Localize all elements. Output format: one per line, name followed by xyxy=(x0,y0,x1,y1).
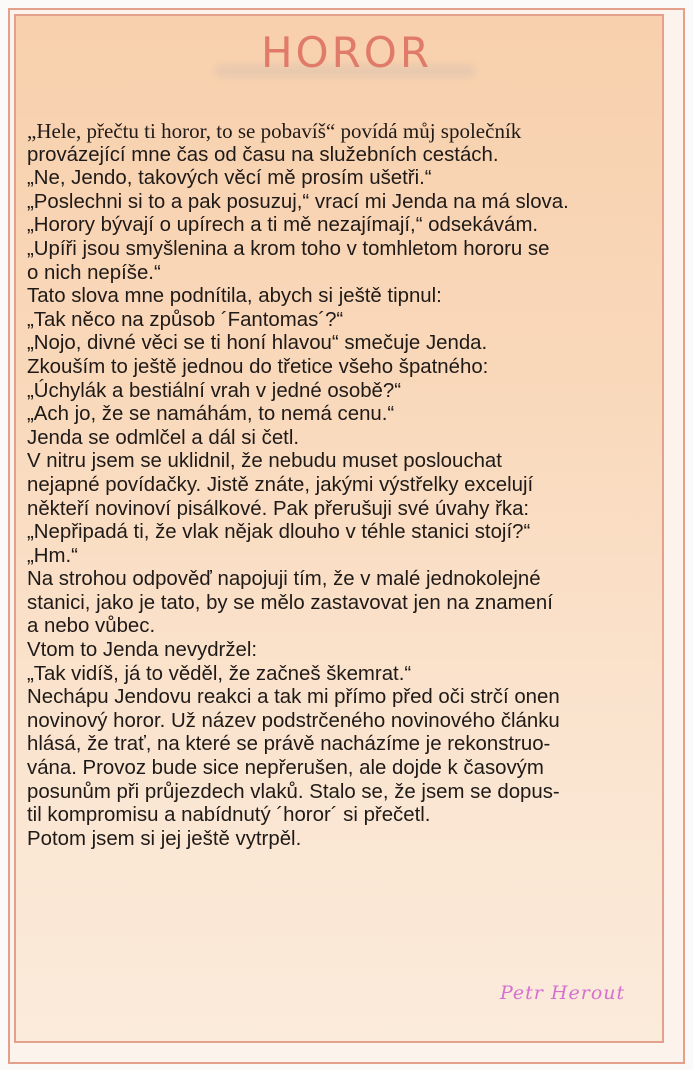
story-line: „Hm.“ xyxy=(27,544,78,567)
story-line: „Ach jo, že se namáhám, to nemá cenu.“ xyxy=(27,403,395,426)
story-line: „Hele, přečtu ti horor, to se pobavíš“ povídá můj společník xyxy=(27,119,522,143)
story-line: „Horory bývají o upírech a ti mě nezajímají,“ odsekávám. xyxy=(27,214,539,237)
story-line: a nebo vůbec. xyxy=(27,615,156,638)
story-line: nejapné povídačky. Jistě znáte, jakými výstřelky excelují xyxy=(27,473,534,496)
story-line: „Nojo, divné věci se ti honí hlavou“ smečuje Jenda. xyxy=(27,332,488,355)
story-line: novinový horor. Už název podstrčeného novinového článku xyxy=(27,709,560,732)
story-line: o nich nepíše.“ xyxy=(27,261,161,284)
author-signature: Petr Herout xyxy=(500,982,626,1004)
story-line: Potom jsem si jej ještě vytrpěl. xyxy=(27,827,302,850)
story-line: „Úchylák a bestiální vrah v jedné osobě?“ xyxy=(27,379,402,402)
story-line: Jenda se odmlčel a dál si četl. xyxy=(27,426,300,449)
story-line: „Tak vidíš, já to věděl, že začneš škemrat.“ xyxy=(27,662,412,685)
story-line: „Upíři jsou smyšlenina a krom toho v tomhletom hororu se xyxy=(27,237,550,260)
page-title: HOROR xyxy=(260,28,433,77)
story-line: „Poslechni si to a pak posuzuj,“ vrací mi Jenda na má slova. xyxy=(27,190,569,213)
story-line: Nechápu Jendovu reakci a tak mi přímo před oči strčí onen xyxy=(27,686,560,709)
story-line: hlásá, že trať, na které se právě nacházíme je rekonstruo- xyxy=(27,733,551,756)
story-line: Zkouším to ještě jednou do třetice všeho špatného: xyxy=(27,355,489,378)
story-line: til kompromisu a nabídnutý ´horor´ si přečetl. xyxy=(27,804,431,827)
story-line: posunům při průjezdech vlaků. Stalo se, že jsem se dopus- xyxy=(27,780,560,803)
story-line: „Nepřipadá ti, že vlak nějak dlouho v téhle stanici stojí?“ xyxy=(27,521,531,544)
story-line: „Ne, Jendo, takových věcí mě prosím ušetři.“ xyxy=(27,167,432,190)
story-line: Na strohou odpověď napojuji tím, že v malé jednokolejné xyxy=(27,568,541,591)
story-line: „Tak něco na způsob ´Fantomas´?“ xyxy=(27,308,344,331)
story-line: V nitru jsem se uklidnil, že nebudu muset poslouchat xyxy=(27,450,502,473)
story-line: vána. Provoz bude sice nepřerušen, ale dojde k časovým xyxy=(27,757,544,780)
story-text xyxy=(27,120,672,851)
story-line: někteří novinoví pisálkové. Pak přerušuji své úvahy řka: xyxy=(27,497,530,520)
story-line: provázející mne čas od času na služebních cestách. xyxy=(27,143,499,166)
story-line: Tato slova mne podnítila, abych si ještě tipnul: xyxy=(27,285,442,308)
story-line: Vtom to Jenda nevydržel: xyxy=(27,639,258,662)
story-line: stanici, jako je tato, by se mělo zastavovat jen na znamení xyxy=(27,591,553,614)
